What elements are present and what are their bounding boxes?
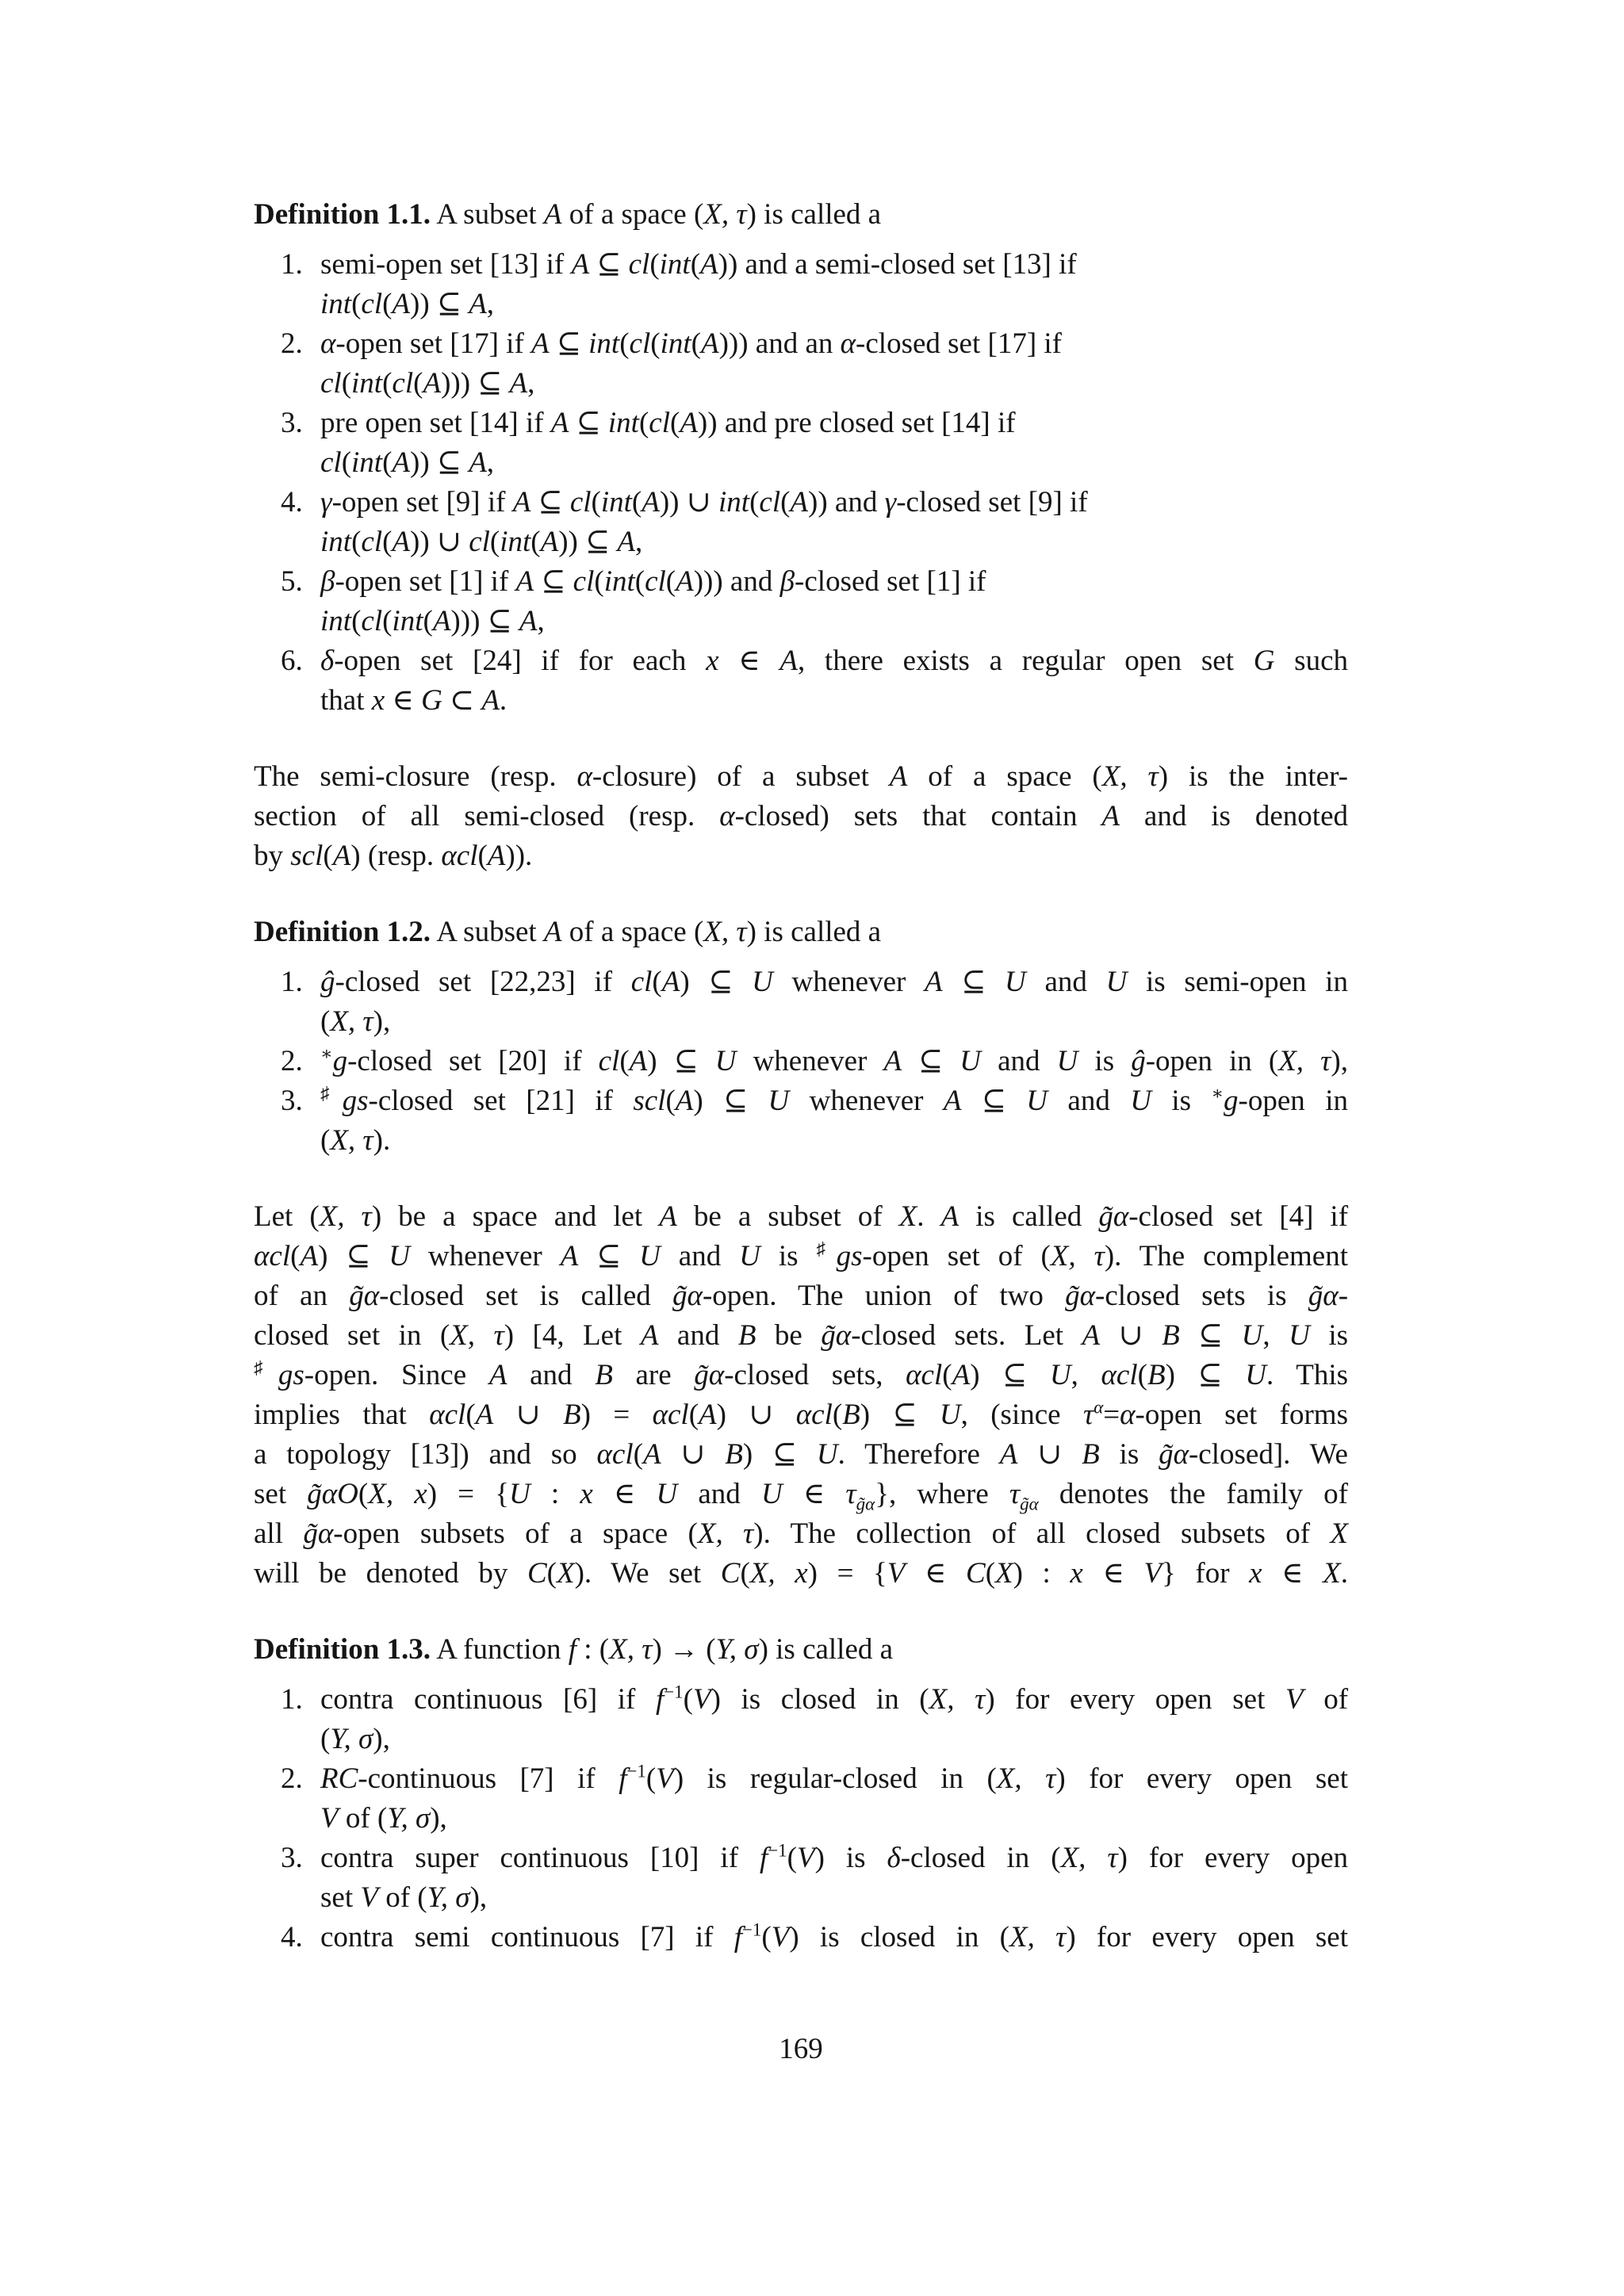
item-number: 3.: [281, 1842, 303, 1874]
item-number: 2.: [281, 1045, 303, 1077]
definition-1-1-intro: A subset A of a space (X, τ) is called a: [431, 198, 882, 231]
definition-1-3-heading: [254, 1630, 1348, 1670]
definition-1-2-heading: [254, 913, 1348, 952]
paragraph-line: ♯gs-open. Since A and B are g̃α-closed sets, αcl(A) ⊆ U, αcl(B) ⊆ U. This: [254, 1357, 1348, 1391]
item-number: 3.: [281, 1085, 303, 1117]
item-number: 6.: [281, 645, 303, 677]
paragraph-line: closed set in (X, τ) [4, Let A and B be g̃α-closed sets. Let A ∪ B ⊆ U, U is: [254, 1319, 1349, 1352]
page-content: [254, 195, 1348, 1957]
item-line: set V of (Y, σ),: [320, 1881, 488, 1914]
item-line: semi-open set [13] if A ⊆ cl(int(A)) and a semi-closed set [13] if: [320, 248, 1077, 281]
paragraph-line: all g̃α-open subsets of a space (X, τ). The collection of all closed subsets of X: [254, 1517, 1348, 1550]
list-item: [254, 1081, 1348, 1161]
definition-1-3-label: Definition 1.3.: [254, 1633, 431, 1666]
item-line: (X, τ),: [320, 1005, 391, 1038]
item-line: contra super continuous [10] if $f^{-1}(V)$ is δ-closed in (X, τ) for every open: [320, 1840, 1349, 1874]
definition-1-3-list: [254, 1680, 1348, 1957]
definition-1-1-label: Definition 1.1.: [254, 198, 431, 231]
definition-1-1-heading: [254, 195, 1348, 235]
paragraph-line: implies that αcl(A ∪ B) = αcl(A) ∪ αcl(B) ⊆ U, (since $\tau^\alpha=\alpha$-open set forms: [254, 1397, 1348, 1431]
item-line: int(cl(int(A))) ⊆ A,: [320, 605, 545, 637]
item-line: contra continuous [6] if $f^{-1}(V)$ is closed in (X, τ) for every open set V of: [320, 1682, 1349, 1716]
list-item: [254, 562, 1348, 641]
item-number: 1.: [281, 966, 303, 998]
item-line: cl(int(cl(A))) ⊆ A,: [320, 367, 535, 400]
item-number: 2.: [281, 1762, 303, 1795]
item-number: 3.: [281, 407, 303, 439]
definition-1-2-label: Definition 1.2.: [254, 916, 431, 948]
definition-1-3-intro: A function f : (X, τ) → (Y, σ) is called a: [431, 1633, 894, 1666]
paragraph-line: αcl(A) ⊆ U whenever A ⊆ U and U is ♯gs-open set of (X, τ). The complement: [254, 1238, 1349, 1272]
paragraph-line: The semi-closure (resp. α-closure) of a subset A of a space (X, τ) is the inter-: [254, 760, 1349, 793]
list-item: [254, 404, 1348, 483]
definition-1-1-list: [254, 245, 1348, 721]
paragraph-line: set g̃αO(X, x) = {U : x ∈ U and U ∈ $\tau_{g̃\alpha}$}, where $\tau_{g̃\alpha}$ denotes the family of: [254, 1478, 1348, 1514]
item-line: that x ∈ G ⊂ A.: [320, 684, 508, 717]
item-line: RC-continuous [7] if $f^{-1}(V)$ is regular-closed in (X, τ) for every open set: [320, 1761, 1349, 1795]
list-item: [254, 1839, 1348, 1918]
item-line: δ-open set [24] if for each x ∈ A, there exists a regular open set G such: [320, 645, 1348, 677]
list-item: [254, 1680, 1348, 1759]
item-line: (Y, σ),: [320, 1723, 390, 1755]
item-line: pre open set [14] if A ⊆ int(cl(A)) and pre closed set [14] if: [320, 407, 1016, 439]
item-line: β-open set [1] if A ⊆ cl(int(cl(A))) and β-closed set [1] if: [320, 565, 986, 598]
list-item: [254, 1042, 1348, 1081]
definition-1-2-intro: A subset A of a space (X, τ) is called a: [431, 916, 882, 948]
paragraph-line: a topology [13]) and so αcl(A ∪ B) ⊆ U. Therefore A ∪ B is g̃α-closed]. We: [254, 1438, 1348, 1471]
paragraph-line: of an g̃α-closed set is called g̃α-open. The union of two g̃α-closed sets is g̃α-: [254, 1280, 1349, 1312]
list-item: [254, 324, 1348, 404]
paragraph-line: will be denoted by C(X). We set C(X, x) = {V ∈ C(X) : x ∈ V} for x ∈ X.: [254, 1557, 1349, 1590]
item-number: 1.: [281, 1683, 303, 1716]
item-line: V of (Y, σ),: [320, 1802, 447, 1835]
item-number: 4.: [281, 1921, 303, 1954]
item-line: γ-open set [9] if A ⊆ cl(int(A)) ∪ int(cl(A)) and γ-closed set [9] if: [320, 486, 1088, 519]
item-line: ∗g-closed set [20] if cl(A) ⊆ U whenever A ⊆ U and U is ĝ-open in (X, τ),: [320, 1043, 1348, 1077]
list-item: [254, 245, 1348, 324]
item-number: 1.: [281, 248, 303, 281]
item-line: contra semi continuous [7] if $f^{-1}(V)$ is closed in (X, τ) for every open set: [320, 1919, 1349, 1954]
item-line: (X, τ).: [320, 1124, 391, 1157]
item-number: 4.: [281, 486, 303, 519]
item-line: α-open set [17] if A ⊆ int(cl(int(A))) and an α-closed set [17] if: [320, 327, 1062, 360]
list-item: [254, 641, 1348, 721]
item-number: 5.: [281, 565, 303, 598]
item-line: int(cl(A)) ⊆ A,: [320, 288, 495, 320]
item-number: 2.: [281, 327, 303, 360]
list-item: [254, 483, 1348, 562]
paragraph-semi-closure: [254, 757, 1348, 876]
definition-1-2-list: [254, 962, 1348, 1161]
page-number: 169: [779, 2033, 823, 2065]
item-line: cl(int(A)) ⊆ A,: [320, 446, 495, 479]
list-item: [254, 1759, 1348, 1839]
list-item: [254, 962, 1348, 1042]
item-line: int(cl(A)) ∪ cl(int(A)) ⊆ A,: [320, 526, 643, 558]
list-item: [254, 1918, 1348, 1957]
item-line: ĝ-closed set [22,23] if cl(A) ⊆ U whenever A ⊆ U and U is semi-open in: [320, 966, 1348, 998]
paragraph-ga-closed: [254, 1197, 1348, 1594]
paragraph-line: Let (X, τ) be a space and let A be a subset of X. A is called g̃α-closed set [4] if: [254, 1200, 1349, 1233]
paragraph-line: by scl(A) (resp. αcl(A)).: [254, 840, 533, 872]
paragraph-line: section of all semi-closed (resp. α-closed) sets that contain A and is denoted: [254, 800, 1348, 832]
item-line: ♯gs-closed set [21] if scl(A) ⊆ U whenever A ⊆ U and U is ∗g-open in: [320, 1083, 1348, 1117]
